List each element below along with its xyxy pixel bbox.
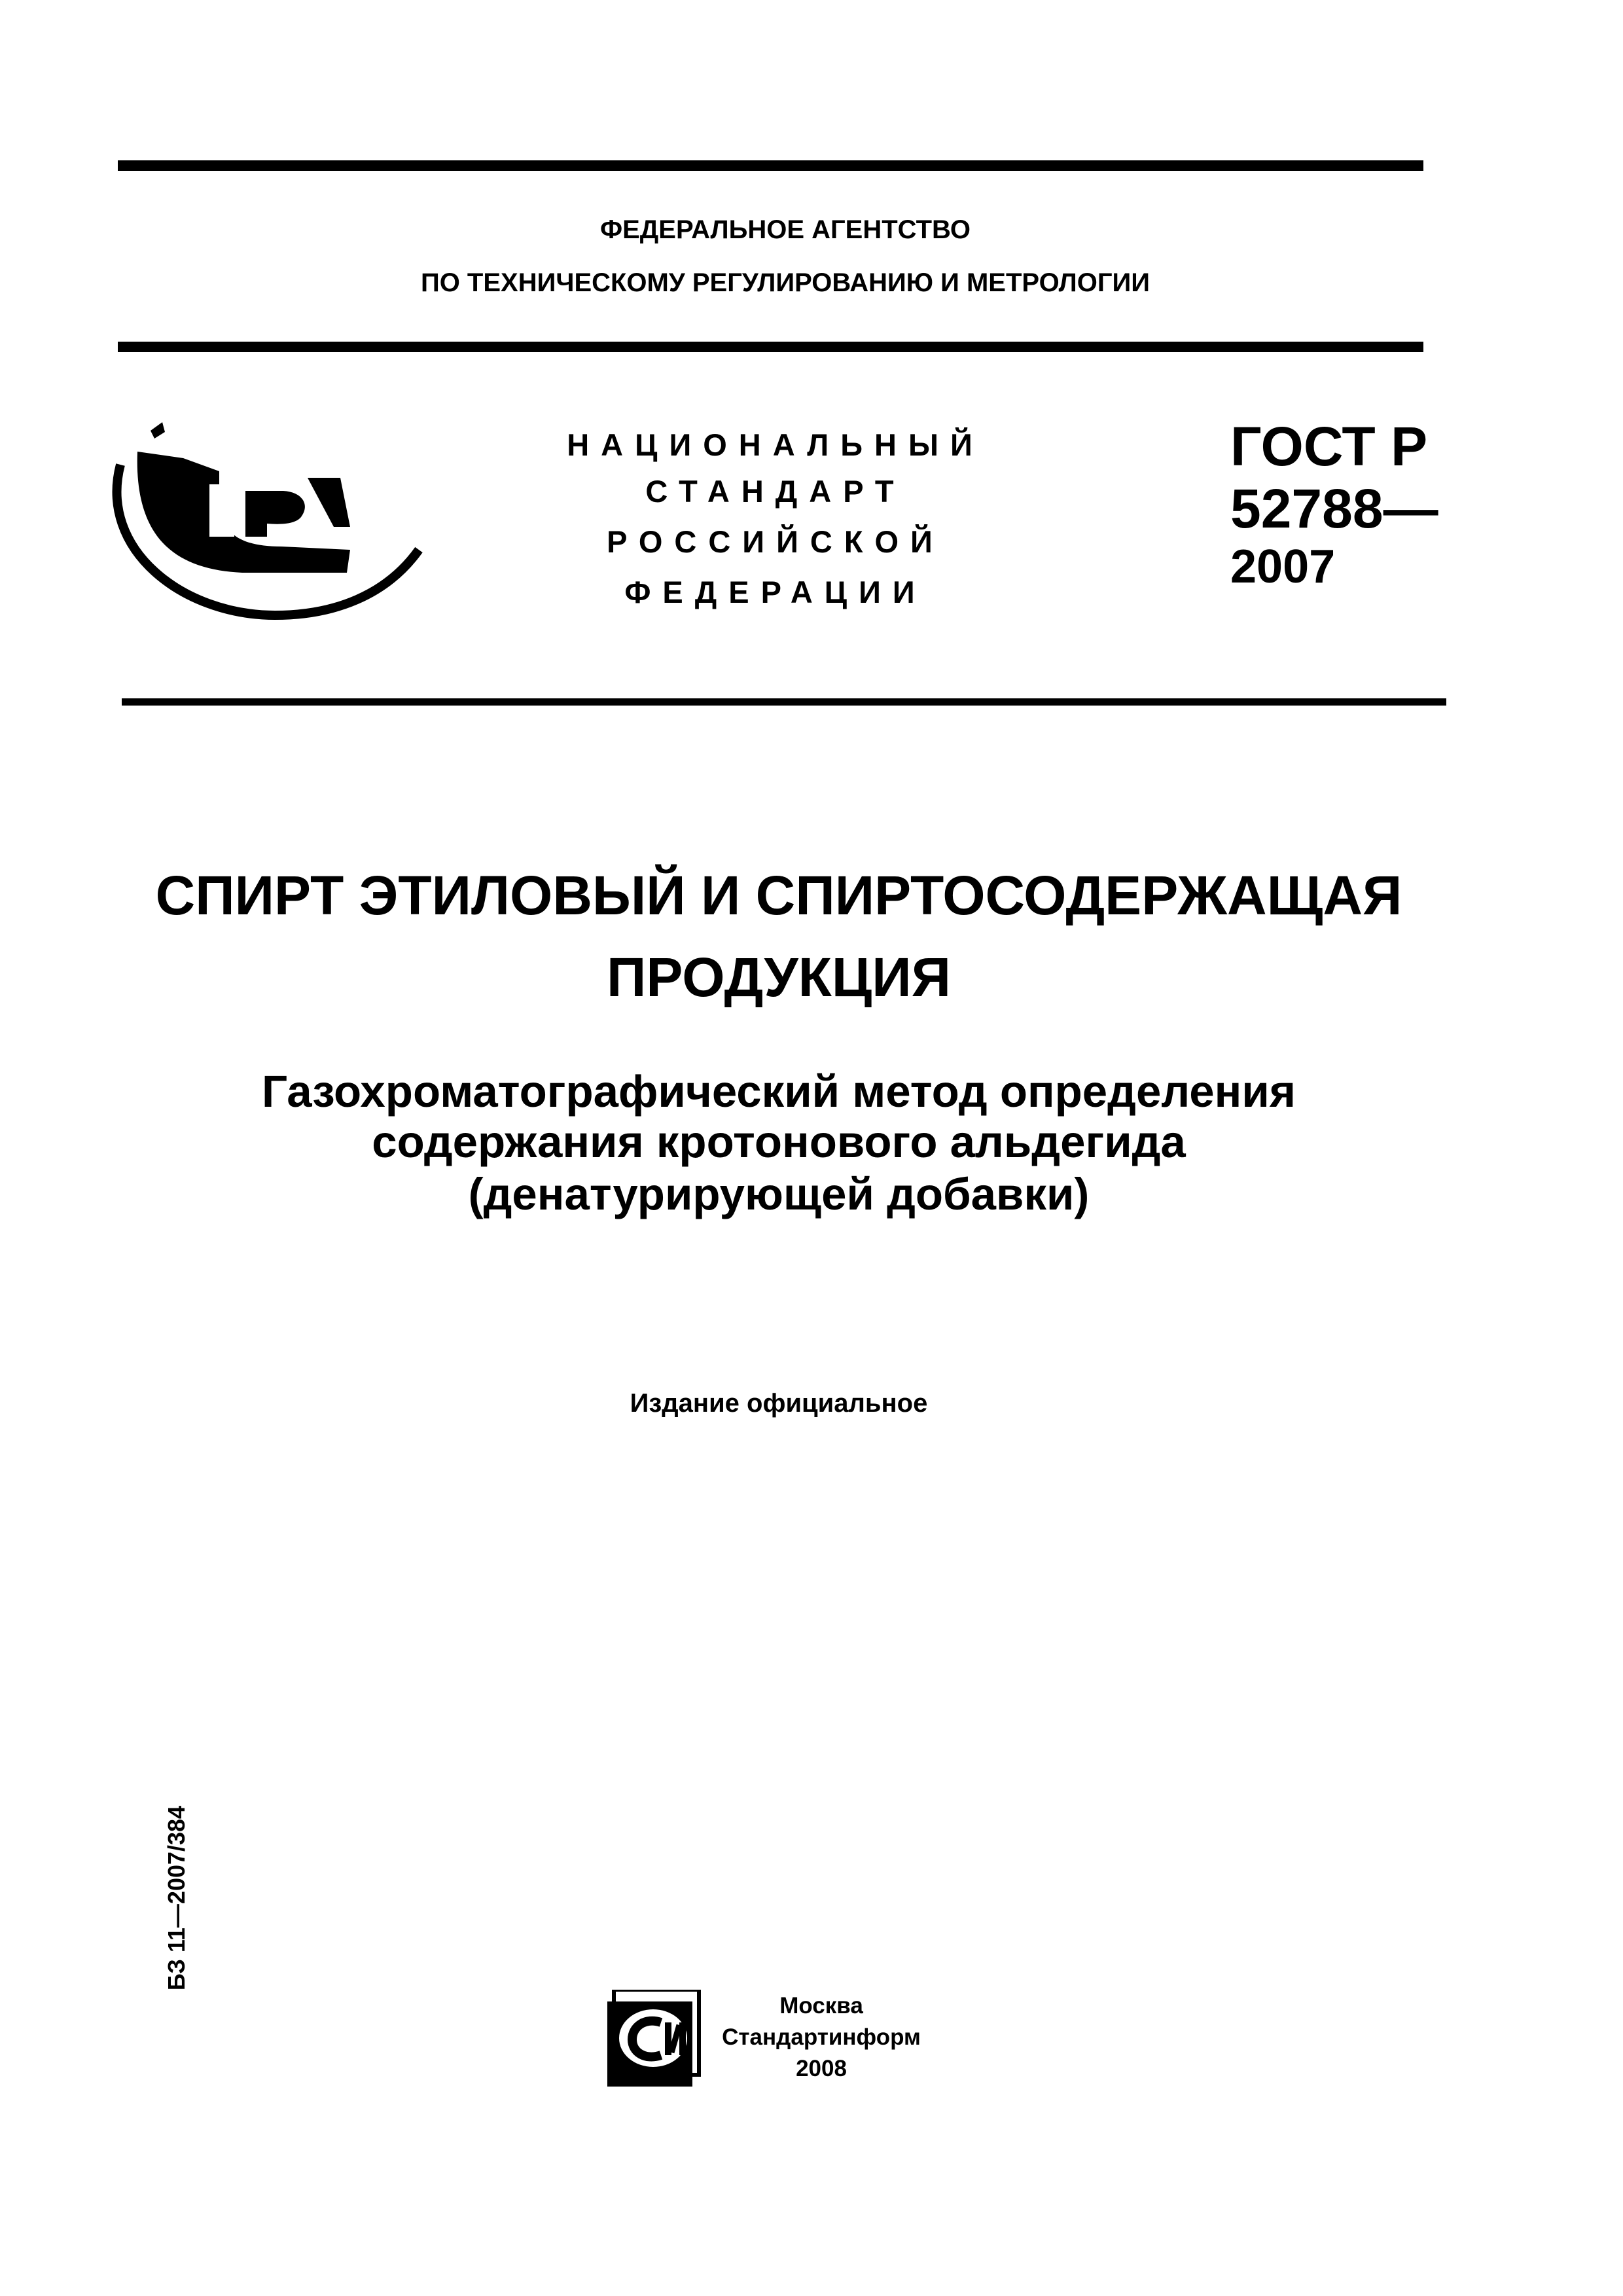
designation-line-1: ГОСТ Р [1230, 416, 1428, 477]
standard-type-line-4: ФЕДЕРАЦИИ [624, 575, 927, 609]
side-catalog-code: БЗ 11—2007/384 [163, 1805, 190, 1991]
document-title-line-1: СПИРТ ЭТИЛОВЫЙ И СПИРТОСОДЕРЖАЩАЯ [155, 865, 1402, 926]
edition-label: Издание официальное [630, 1389, 928, 1418]
publication-year: 2008 [796, 2056, 847, 2081]
standard-type-line-1: НАЦИОНАЛЬНЫЙ [567, 427, 984, 462]
agency-name-line-2: ПО ТЕХНИЧЕСКОМУ РЕГУЛИРОВАНИЮ И МЕТРОЛОГИИ [420, 268, 1150, 297]
designation-line-3: 2007 [1230, 541, 1336, 593]
gost-r-emblem-icon [111, 419, 425, 638]
middle-rule [118, 342, 1423, 352]
top-rule [118, 160, 1423, 171]
publisher-city: Москва [779, 1993, 863, 2018]
standard-type-line-3: РОССИЙСКОЙ [607, 524, 944, 559]
standartinform-logo-icon [607, 1990, 705, 2091]
document-subtitle-line-3: (денатурирующей добавки) [468, 1169, 1090, 1219]
document-subtitle-line-2: содержания кротонового альдегида [372, 1117, 1186, 1167]
publisher-name: Стандартинформ [722, 2024, 921, 2050]
designation-line-2: 52788— [1230, 478, 1438, 539]
standard-type-line-2: СТАНДАРТ [645, 474, 906, 509]
document-title-line-2: ПРОДУКЦИЯ [606, 946, 952, 1008]
bottom-rule [122, 698, 1446, 706]
agency-name-line-1: ФЕДЕРАЛЬНОЕ АГЕНТСТВО [599, 215, 971, 244]
document-subtitle-line-1: Газохроматографический метод определения [262, 1066, 1296, 1117]
